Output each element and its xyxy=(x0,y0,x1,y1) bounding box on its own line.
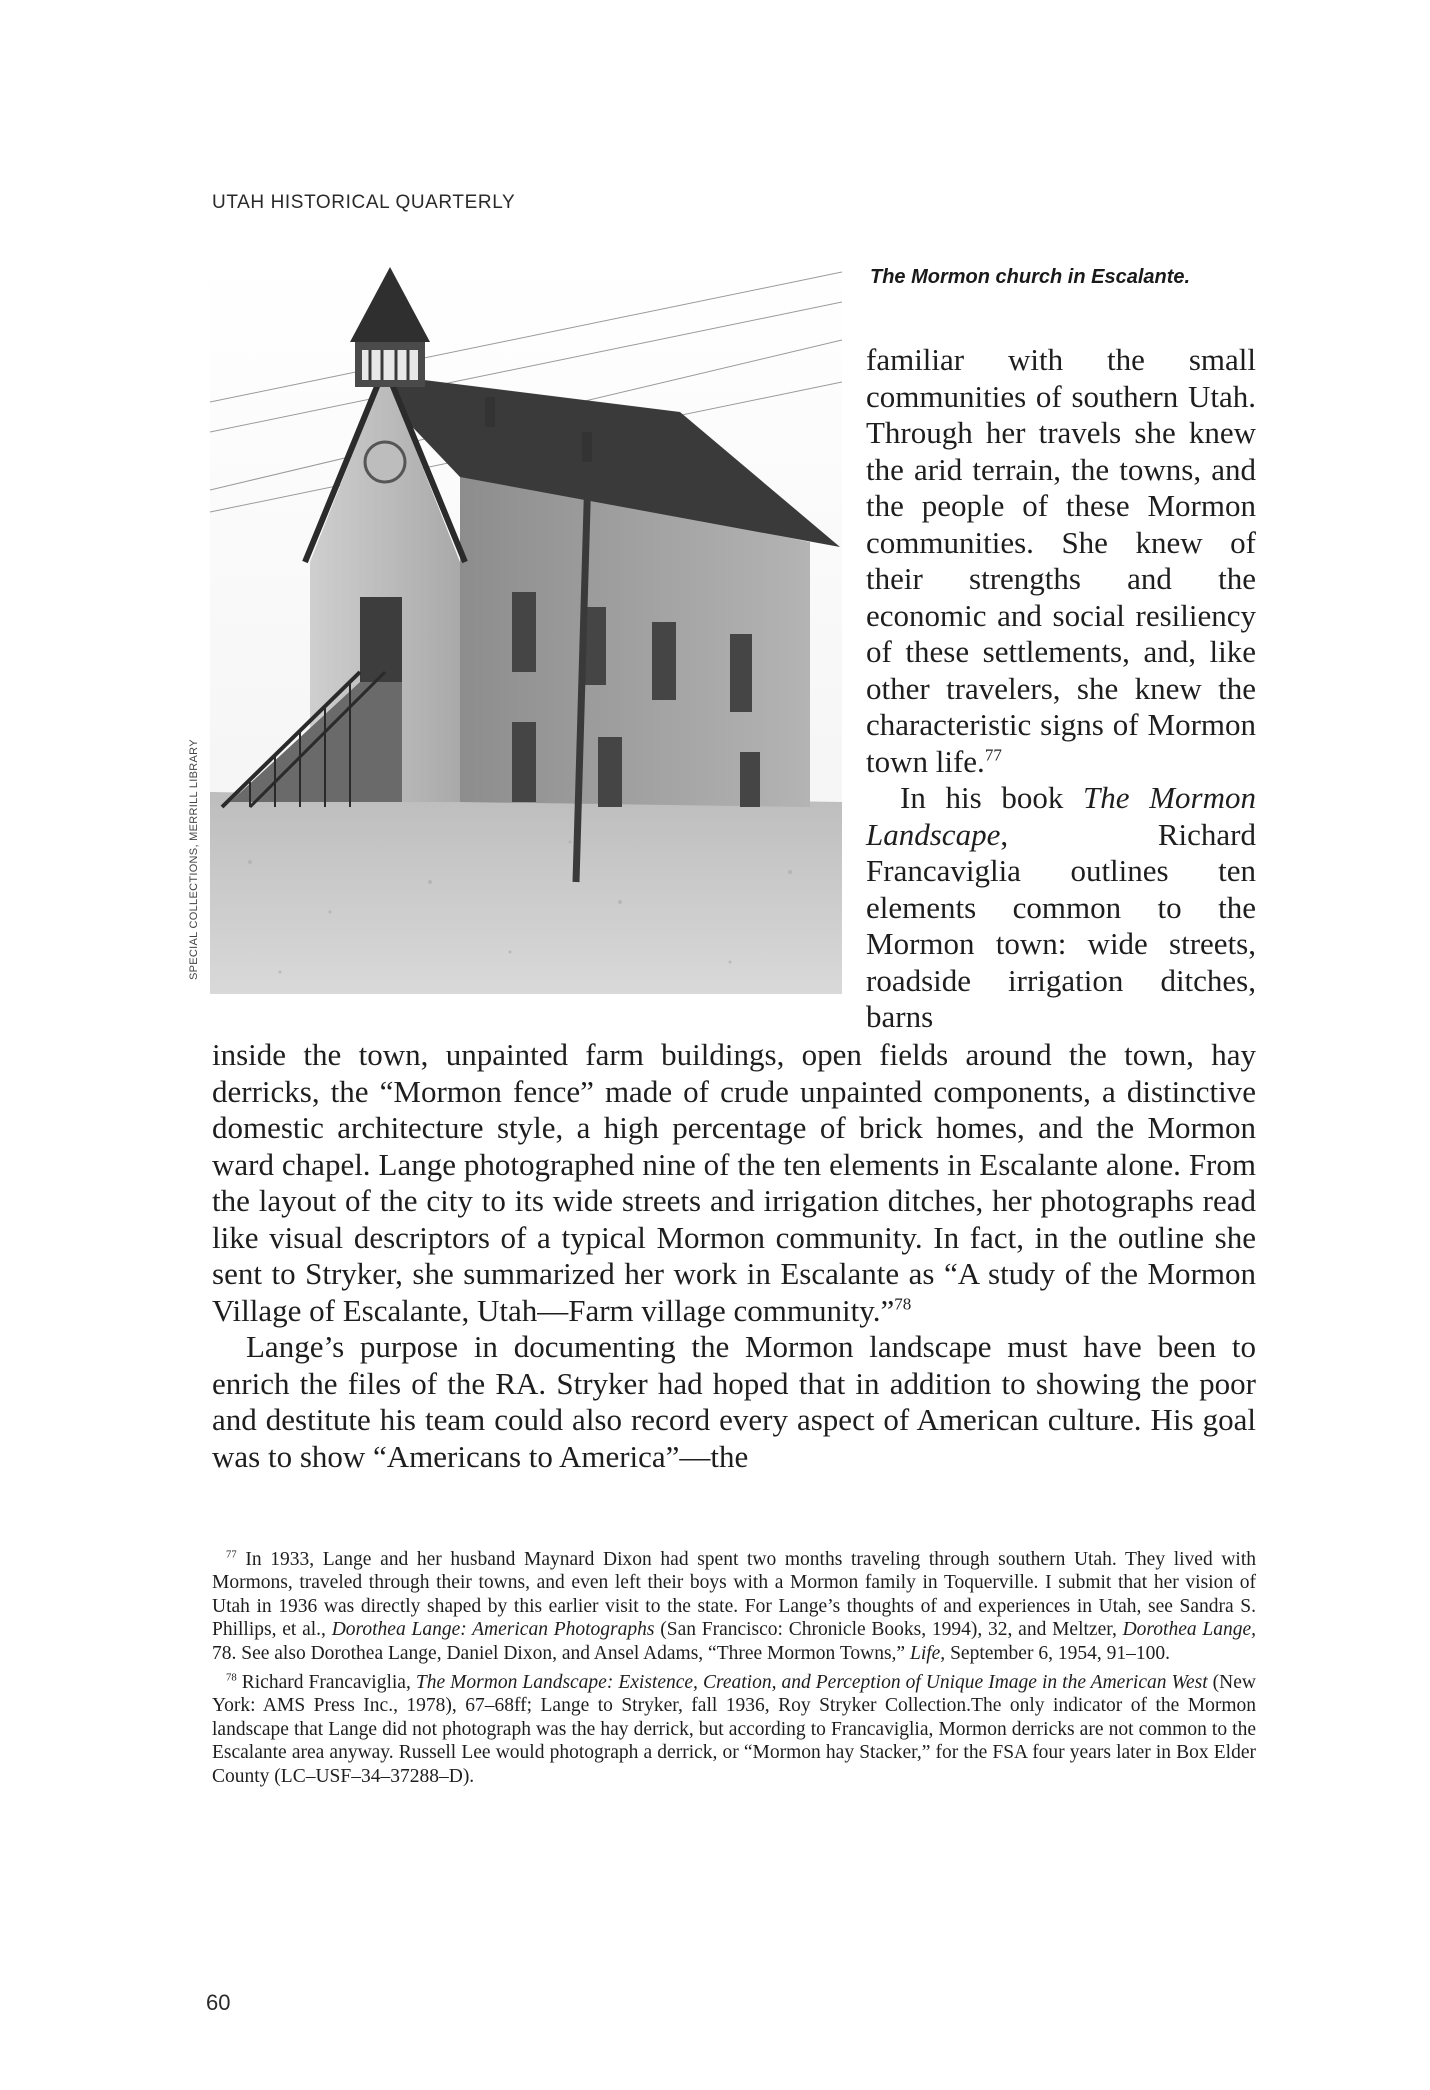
sandy-ground xyxy=(210,792,842,994)
paragraph-3 xyxy=(212,1329,1256,1475)
footnotes xyxy=(212,1548,1256,1794)
footnote-77-book-2: Dorothea Lange, xyxy=(1122,1619,1257,1641)
church-door xyxy=(360,597,402,682)
paragraph-2-start xyxy=(866,780,1256,1036)
paragraph-1 xyxy=(866,342,1256,780)
footnote-78-text-a: Richard Francaviglia, xyxy=(241,1672,416,1694)
photo-credit: SPECIAL COLLECTIONS, MERRILL LIBRARY xyxy=(188,739,200,980)
footnote-ref-77: 77 xyxy=(984,745,1002,765)
footnote-77-number: 77 xyxy=(226,1548,237,1561)
paragraph-1-text: familiar with the small communities of southern Utah. Through her travels she knew the arid terrain, the towns, and the people of these Mormon communities. She knew of their strengths and the economic and social resiliency of these settlements, and, like other travelers, she knew the characteristic signs of Mormon town life. xyxy=(866,342,1256,779)
body-right-column xyxy=(866,342,1256,1036)
book-title: The Mormon Landscape xyxy=(866,780,1257,852)
paragraph-2-text-a: In his book xyxy=(900,780,1084,815)
body-full-column xyxy=(212,1037,1256,1475)
footnote-77-text-b: (San Francisco: Chronicle Books, 1994), 32, and Meltzer, xyxy=(654,1619,1123,1641)
footnote-77 xyxy=(212,1548,1256,1665)
footnote-78-book: The Mormon Landscape: Existence, Creation, and Perception of Unique Image in the American West xyxy=(415,1672,1208,1694)
page-number: 60 xyxy=(206,1990,231,2015)
footnote-77-text-c: 78. See also Dorothea Lange, Daniel Dixon, and Ansel Adams, “Three Mormon Towns,” xyxy=(212,1642,910,1664)
footnote-77-book-1: Dorothea Lange: American Photographs xyxy=(331,1619,655,1641)
footnote-78 xyxy=(212,1671,1256,1788)
church-photograph xyxy=(210,262,842,994)
running-header: UTAH HISTORICAL QUARTERLY xyxy=(212,192,516,213)
footnote-ref-78: 78 xyxy=(894,1294,912,1314)
footnote-77-magazine: Life, xyxy=(909,1642,946,1664)
paragraph-2-text-c: inside the town, unpainted farm buildings, open fields around the town, hay derricks, the “Mormon fence” made of crude unpainted components, a distinctive domestic architecture style, a high percentage of brick homes, and the Mormon ward chapel. Lange photographed nine of the ten elements in Escalante alone. From the layout of the city to its wide streets and irrigation ditches, her photographs read like visual descriptors of a typical Mormon community. In fact, in the outline she sent to Stryker, she summarized her work in Escalante as “A study of the Mormon Village of Escalante, Utah—Farm village community.” xyxy=(212,1037,1256,1328)
round-window xyxy=(365,442,405,482)
figure-caption: The Mormon church in Escalante. xyxy=(870,266,1191,288)
paragraph-2-continued xyxy=(212,1037,1256,1329)
footnote-77-text-a: In 1933, Lange and her husband Maynard Dixon had spent two months traveling through southern Utah. They lived with Mormons, traveled through their towns, and even left their boys with a Mormon family in Toquerville. I submit that her vision of Utah in 1936 was directly shaped by this earlier visit to the state. For Lange’s thoughts of and experiences in Utah, see Sandra S. Phillips, et al., xyxy=(212,1549,1257,1641)
footnote-77-text-d: September 6, 1954, 91–100. xyxy=(945,1642,1170,1664)
paragraph-3-text: Lange’s purpose in documenting the Mormon landscape must have been to enrich the files of the RA. Stryker had hoped that in addition to showing the poor and destitute his team could also record every aspect of American culture. His goal was to show “Americans to America”—the xyxy=(212,1329,1256,1474)
footnote-78-number: 78 xyxy=(226,1671,237,1684)
paragraph-2-text-b: , Richard Francaviglia outlines ten elements common to the Mormon town: wide streets, roadside irrigation ditches, barns xyxy=(866,816,1256,1034)
footnote-78-text-b: (New York: AMS Press Inc., 1978), 67–68ff; Lange to Stryker, fall 1936, Roy Stryker Collection.The only indicator of the Mormon landscape that Lange did not photograph was the hay derrick, but according to Francaviglia, Mormon derricks are not common to the Escalante area anyway. Russell Lee would photograph a derrick, or “Mormon hay Stacker,” for the FSA four years later in Box Elder County (LC–USF–34–37288–D). xyxy=(212,1672,1256,1787)
